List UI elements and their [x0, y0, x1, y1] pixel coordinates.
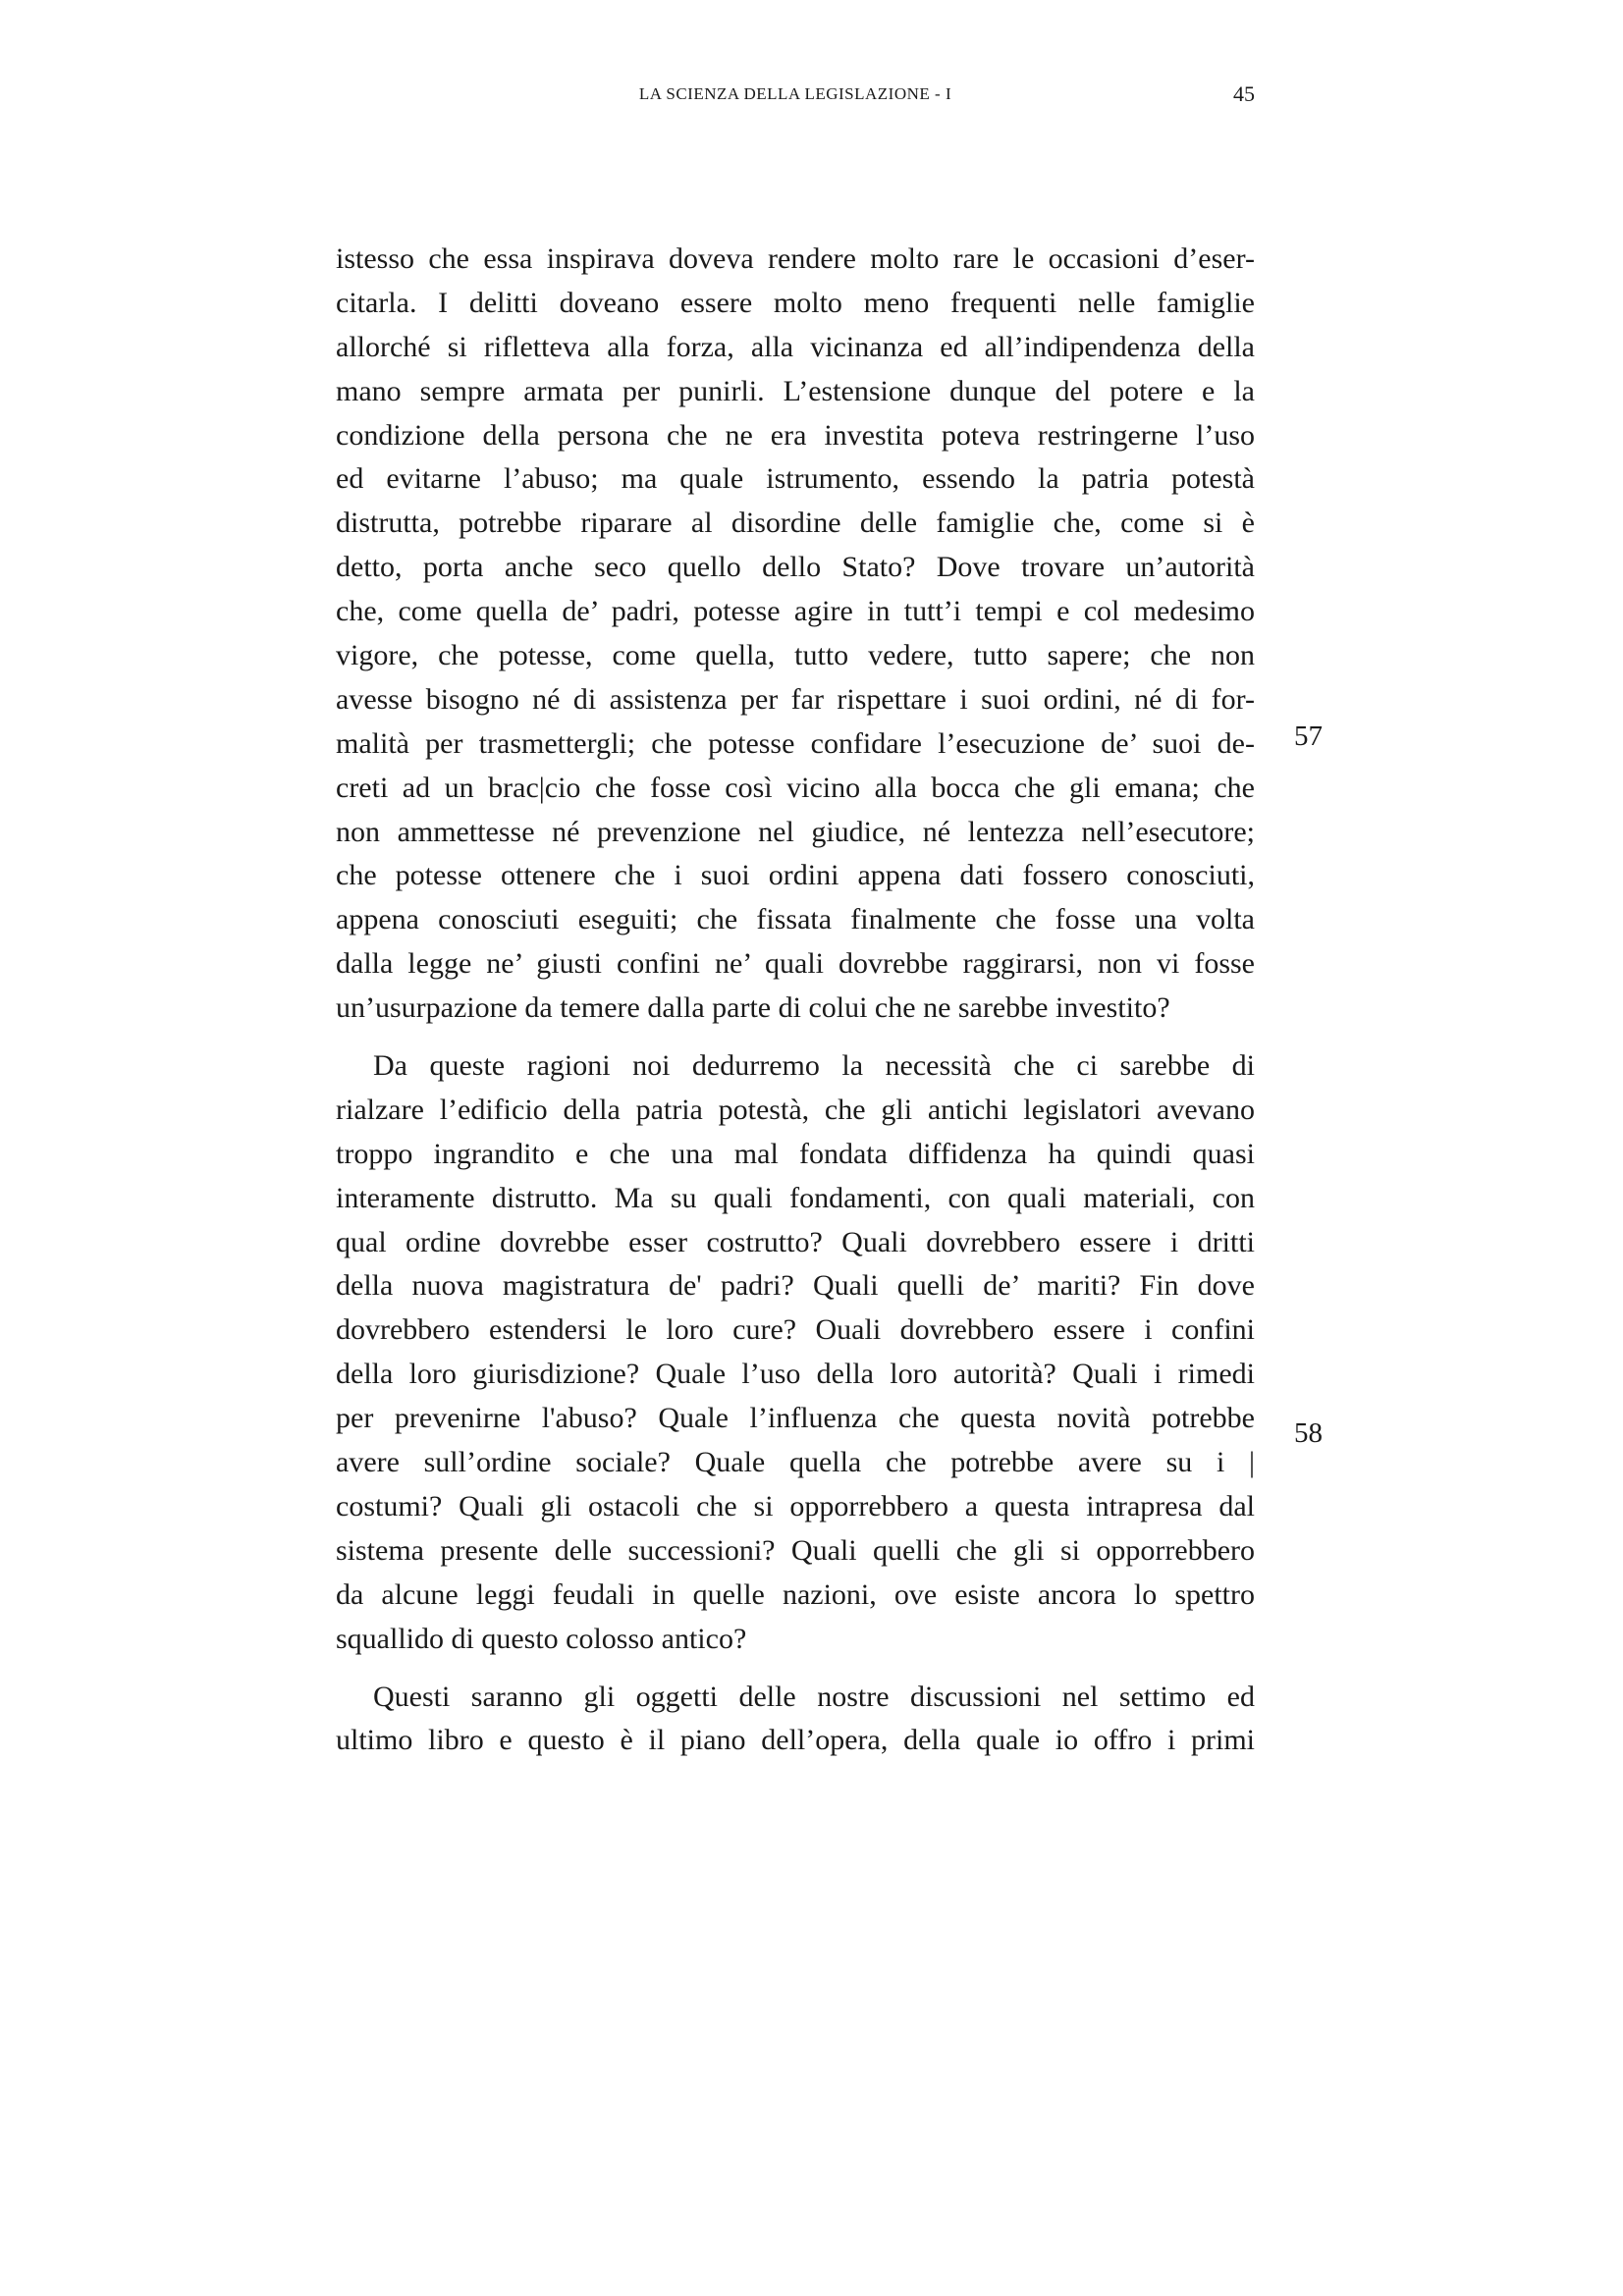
text-line: avesse bisogno né di assistenza per far rispettare i suoi ordini, né di for- — [336, 682, 1255, 716]
text-line: della nuova magistratura de' padri? Quali quelli de’ mariti? Fin dove — [336, 1269, 1255, 1303]
paragraph-1 — [336, 238, 1255, 1031]
text-line: non ammettesse né prevenzione nel giudice, né lentezza nell’esecutore; — [336, 815, 1255, 848]
text-line: costumi? Quali gli ostacoli che si opporrebbero a questa intrapresa dal — [336, 1489, 1255, 1522]
text-line: mano sempre armata per punirli. L’estensione dunque del potere e la — [336, 374, 1255, 407]
text-line: che, come quella de’ padri, potesse agire in tutt’i tempi e col medesimo — [336, 595, 1255, 628]
text-line: della loro giurisdizione? Quale l’uso della loro autorità? Quali i rimedi — [336, 1358, 1255, 1391]
text-line: dovrebbero estendersi le loro cure? Ouali dovrebbero essere i confini — [336, 1313, 1255, 1347]
text-line: dalla legge ne’ giusti confini ne’ quali dovrebbe raggirarsi, non vi fosse — [336, 947, 1255, 981]
text-line: detto, porta anche seco quello dello Stato? Dove trovare un’autorità — [336, 551, 1255, 584]
text-line: distrutta, potrebbe riparare al disordine delle famiglie che, come si è — [336, 507, 1255, 540]
text-line: malità per trasmettergli; che potesse confidare l’esecuzione de’ suoi de- — [336, 726, 1255, 760]
text-line: interamente distrutto. Ma su quali fondamenti, con quali materiali, con — [336, 1181, 1255, 1214]
text-line: Da queste ragioni noi dedurremo la necessità che ci sarebbe di — [373, 1049, 1255, 1083]
text-line: rialzare l’edificio della patria potestà, che gli antichi legislatori avevano — [336, 1093, 1255, 1126]
text-line: istesso che essa inspirava doveva rendere molto rare le occasioni d’eser- — [336, 242, 1255, 275]
page-number: 45 — [1233, 81, 1255, 106]
text-line: citarla. I delitti doveano essere molto meno frequenti nelle famiglie — [336, 286, 1255, 319]
text-line: qual ordine dovrebbe esser costrutto? Quali dovrebbero essere i dritti — [336, 1225, 1255, 1258]
text-line: squallido di questo colosso antico? — [336, 1622, 747, 1655]
text-line: ultimo libro e questo è il piano dell’opera, della quale io offro i primi — [336, 1724, 1255, 1757]
text-line: troppo ingrandito e che una mal fondata diffidenza ha quindi quasi — [336, 1137, 1255, 1170]
margin-page-ref: 57 — [1294, 721, 1323, 752]
text-line: appena conosciuti eseguiti; che fissata finalmente che fosse una volta — [336, 903, 1255, 936]
text-line: per prevenirne l'abuso? Quale l’influenza che questa novità potrebbe — [336, 1402, 1255, 1435]
text-line: che potesse ottenere che i suoi ordini appena dati fossero conosciuti, — [336, 859, 1255, 892]
text-line: allorché si rifletteva alla forza, alla vicinanza ed all’indipendenza della — [336, 330, 1255, 363]
text-line: condizione della persona che ne era investita poteva restringerne l’uso — [336, 418, 1255, 452]
paragraph-3 — [336, 1676, 1255, 1764]
margin-page-ref: 58 — [1294, 1417, 1323, 1449]
text-line: sistema presente delle successioni? Quali quelli che gli si opporrebbero — [336, 1533, 1255, 1567]
running-header — [336, 79, 1255, 110]
paragraph-2 — [336, 1044, 1255, 1661]
text-line: avere sull’ordine sociale? Quale quella che potrebbe avere su i | — [336, 1446, 1255, 1479]
text-line: da alcune leggi feudali in quelle nazioni, ove esiste ancora lo spettro — [336, 1577, 1255, 1611]
text-line: Questi saranno gli oggetti delle nostre discussioni nel settimo ed — [373, 1680, 1255, 1713]
text-line: ed evitarne l’abuso; ma quale istrumento, essendo la patria potestà — [336, 462, 1255, 496]
text-line: un’usurpazione da temere dalla parte di colui che ne sarebbe investito? — [336, 991, 1170, 1025]
text-line: vigore, che potesse, come quella, tutto vedere, tutto sapere; che non — [336, 639, 1255, 672]
body-text — [336, 238, 1255, 1777]
text-line: creti ad un brac|cio che fosse così vicino alla bocca che gli emana; che — [336, 771, 1255, 804]
running-title: LA SCIENZA DELLA LEGISLAZIONE - I — [638, 84, 952, 103]
